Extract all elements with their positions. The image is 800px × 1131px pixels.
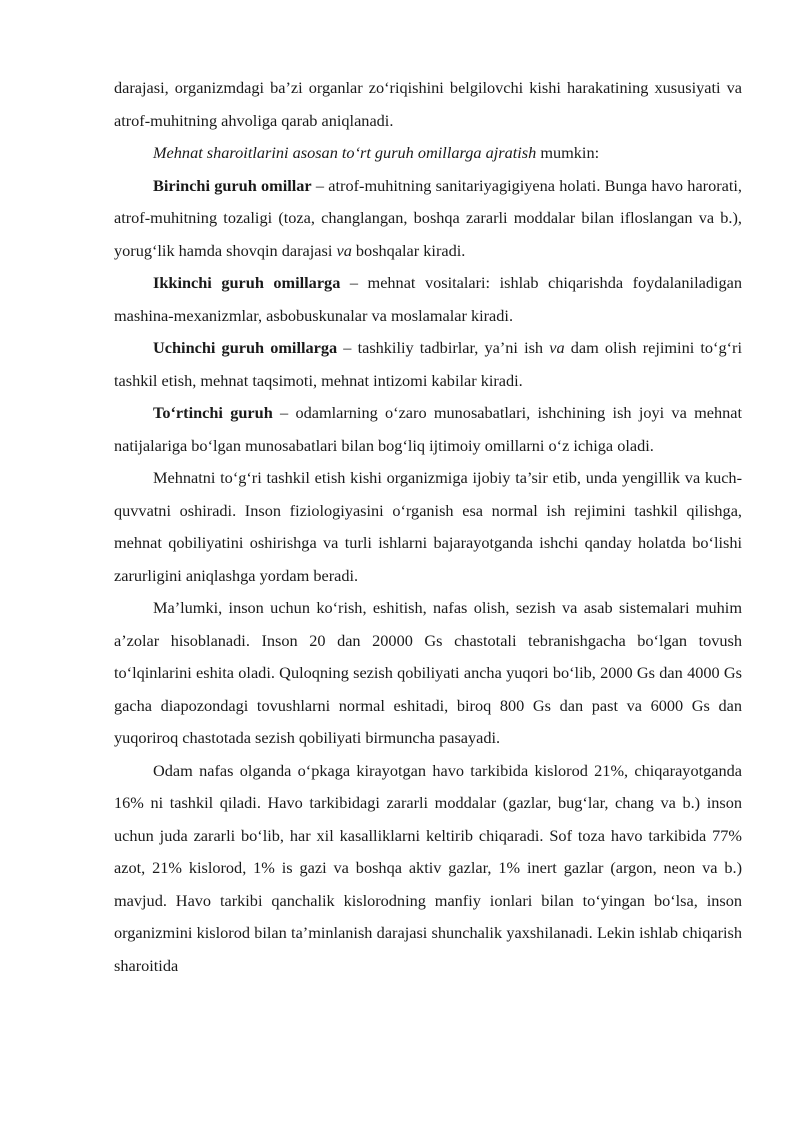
italic-word: va	[549, 338, 565, 357]
paragraph-labor-organization	[114, 462, 742, 592]
paragraph-text: – tashkiliy tadbirlar, ya’ni ish	[337, 338, 550, 357]
group-heading: To‘rtinchi guruh	[153, 403, 273, 422]
group-heading: Ikkinchi guruh omillarga	[153, 273, 341, 292]
group-heading: Uchinchi guruh omillarga	[153, 338, 338, 357]
document-page	[114, 72, 742, 982]
paragraph-text: Odam nafas olganda o‘pkaga kirayotgan havo tarkibida kislorod 21%, chiqarayotganda 16% ni tashkil qiladi. Havo tarkibidagi zararli moddalar (gazlar, bug‘lar, chang va b.) inson uchun juda zararli bo‘lib, har xil kasalliklarni keltirib chiqaradi. Sof toza havo tarkibida 77% azot, 21% kislorod, 1% is gazi va boshqa aktiv gazlar, 1% inert gazlar (argon, neon va b.) mavjud. Havo tarkibi qanchalik kislorodning manfiy ionlari bilan to‘yingan bo‘lsa, inson organizmini kislorod bilan ta’minlanish darajasi shunchalik yaxshilanadi. Lekin ishlab chiqarish sharoitida	[114, 760, 742, 975]
paragraph-group-4	[114, 397, 742, 462]
paragraph-text: Mehnatni to‘g‘ri tashkil etish kishi organizmiga ijobiy ta’sir etib, unda yengillik va kuch-quvvatni oshiradi. Inson fiziologiyasini o‘rganish esa normal ish rejimini tashkil qilishga, mehnat qobiliyatini oshirishga va turli ishlarni bajarayotganda ishchi qanday holatda bo‘lishi zarurligini aniqlashga yordam beradi.	[114, 468, 742, 585]
paragraph-group-2	[114, 267, 742, 332]
italic-word: va	[336, 240, 352, 260]
paragraph-text: – odamlarning o‘zaro munosabatlari, ishchining ish joyi va mehnat natijalariga bo‘lgan munosabatlari bilan bog‘liq ijtimoiy omillarni o‘z ichiga oladi.	[114, 403, 742, 455]
paragraph-text: – atrof-muhitning sanitariyagigiyena holati. Bunga havo harorati, atrof-muhitning tozaligi (toza, changlangan, boshqa zararli moddalar bilan ifloslangan va b.), yorug‘lik hamda shovqin darajasi	[114, 175, 742, 260]
paragraph-continuation	[114, 72, 742, 137]
paragraph-text: dam olish rejimini to‘g‘ri tashkil etish, mehnat taqsimoti, mehnat intizomi kabilar kiradi.	[114, 338, 742, 390]
paragraph-text: Ma’lumki, inson uchun ko‘rish, eshitish, nafas olish, sezish va asab sistemalari muhim a’zolar hisoblanadi. Inson 20 dan 20000 Gs chastotali tebranishgacha bo‘lgan tovush to‘lqinlarini eshita oladi. Quloqning sezish qobiliyati ancha yuqori bo‘lib, 2000 Gs dan 4000 Gs gacha diapozondagi tovushlarni normal eshitadi, biroq 800 Gs dan past va 6000 Gs dan yuqoriroq chastotada sezish qobiliyati birmuncha pasayadi.	[114, 598, 742, 747]
paragraph-text: boshqalar kiradi.	[351, 240, 466, 260]
paragraph-senses	[114, 592, 742, 755]
paragraph-group-1	[114, 170, 742, 268]
paragraph-text: darajasi, organizmdagi ba’zi organlar zo‘riqishini belgilovchi kishi harakatining xususiyati va atrof-muhitning ahvoliga qarab aniqlanadi.	[114, 78, 742, 130]
paragraph-air-composition	[114, 755, 742, 983]
paragraph-text: mumkin:	[536, 143, 600, 162]
paragraph-intro	[114, 137, 742, 170]
group-heading: Birinchi guruh omillar	[153, 175, 312, 195]
italic-phrase: Mehnat sharoitlarini asosan to‘rt guruh omillarga ajratish	[153, 143, 537, 162]
paragraph-group-3	[114, 332, 742, 397]
paragraph-text: – mehnat vositalari: ishlab chiqarishda foydalaniladigan mashina-mexanizmlar, asbobuskunalar va moslamalar kiradi.	[114, 273, 742, 325]
